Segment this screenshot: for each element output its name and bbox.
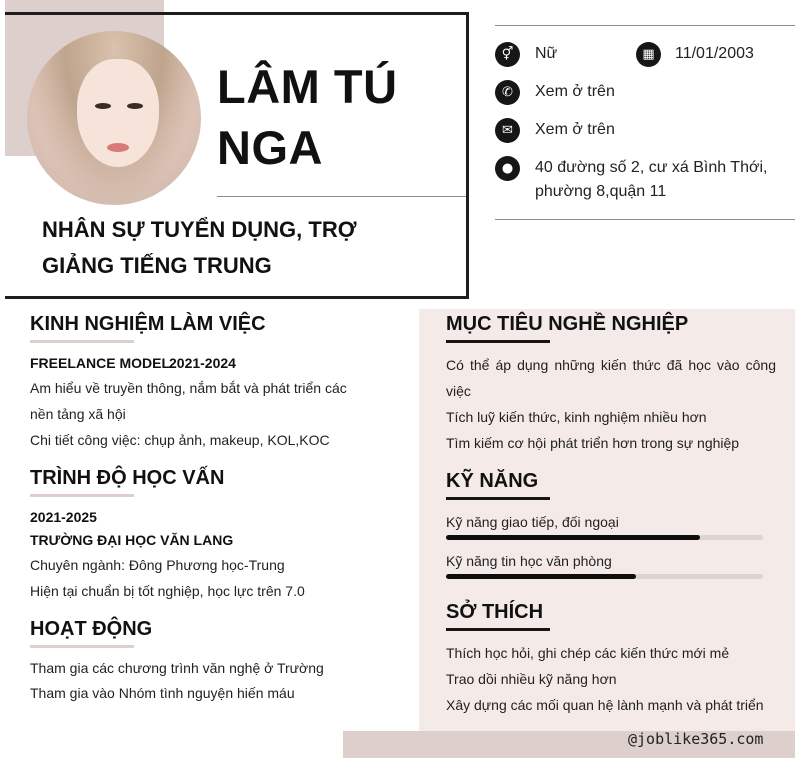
contact-bottom-divider xyxy=(495,219,795,220)
experience-heading: KINH NGHIỆM LÀM VIỆC xyxy=(30,313,266,335)
objective-heading: MỤC TIÊU NGHỀ NGHIỆP xyxy=(446,313,689,335)
education-underline xyxy=(30,494,134,497)
job-title-line-2: GIẢNG TIẾNG TRUNG xyxy=(42,253,272,278)
education-heading: TRÌNH ĐỘ HỌC VẤN xyxy=(30,467,225,489)
education-period: 2021-2025 xyxy=(30,509,97,525)
footer-watermark: @joblike365.com xyxy=(628,730,764,748)
activity-item: Tham gia vào Nhóm tình nguyện hiến máu xyxy=(30,685,295,701)
skill-bar-track xyxy=(446,535,763,540)
avatar xyxy=(27,31,201,205)
skills-underline xyxy=(446,497,550,500)
objective-line-1: Có thể áp dụng những kiến thức đã học vào công xyxy=(446,357,776,373)
skill-bar-fill xyxy=(446,574,636,579)
address-line-1: 40 đường số 2, cư xá Bình Thới, xyxy=(535,159,768,176)
job-title-line-1: NHÂN SỰ TUYỂN DỤNG, TRỢ xyxy=(42,217,357,242)
experience-desc-line-2: nền tảng xã hội xyxy=(30,406,126,422)
experience-underline xyxy=(30,340,134,343)
skill-bar-track xyxy=(446,574,763,579)
education-status: Hiện tại chuẩn bị tốt nghiệp, học lực trên 7.0 xyxy=(30,583,305,599)
phone-icon: ✆ xyxy=(495,80,520,105)
objective-underline xyxy=(446,340,550,343)
hobby-item: Trao dồi nhiều kỹ năng hơn xyxy=(446,671,617,687)
objective-line-2: việc xyxy=(446,383,471,399)
hobby-item: Thích học hỏi, ghi chép các kiến thức mới mẻ xyxy=(446,645,730,661)
gender-value: Nữ xyxy=(535,45,558,62)
candidate-name xyxy=(217,56,457,178)
email-value: Xem ở trên xyxy=(535,121,615,138)
objective-line-3: Tích luỹ kiến thức, kinh nghiệm nhiều hơn xyxy=(446,409,707,425)
experience-role: FREELANCE MODEL xyxy=(30,355,170,371)
experience-desc-line-1: Am hiểu về truyền thông, nắm bắt và phát triển các xyxy=(30,380,347,396)
skill-label: Kỹ năng giao tiếp, đối ngoại xyxy=(446,514,619,530)
activity-item: Tham gia các chương trình văn nghệ ở Trường xyxy=(30,660,324,676)
birthday-value: 11/01/2003 xyxy=(675,45,754,62)
phone-value: Xem ở trên xyxy=(535,83,615,100)
education-major: Chuyên ngành: Đông Phương học-Trung xyxy=(30,557,285,573)
activities-underline xyxy=(30,645,134,648)
skill-bar-fill xyxy=(446,535,700,540)
contact-top-divider xyxy=(495,25,795,26)
skills-heading: KỸ NĂNG xyxy=(446,470,539,492)
name-line-1: LÂM TÚ xyxy=(217,60,398,113)
hobbies-underline xyxy=(446,628,550,631)
hobbies-heading: SỞ THÍCH xyxy=(446,601,544,623)
education-school: TRƯỜNG ĐẠI HỌC VĂN LANG xyxy=(30,532,234,548)
activities-heading: HOẠT ĐỘNG xyxy=(30,618,153,640)
name-divider xyxy=(217,196,466,197)
location-pin-icon: ● xyxy=(495,156,520,181)
skill-label: Kỹ năng tin học văn phòng xyxy=(446,553,612,569)
experience-detail: Chi tiết công việc: chụp ảnh, makeup, KOL,KOC xyxy=(30,432,330,448)
name-line-2: NGA xyxy=(217,121,323,174)
gender-icon: ⚥ xyxy=(495,42,520,67)
mail-icon: ✉ xyxy=(495,118,520,143)
experience-period: 2021-2024 xyxy=(169,355,236,371)
objective-line-4: Tìm kiếm cơ hội phát triển hơn trong sự nghiệp xyxy=(446,435,740,451)
calendar-icon: ▦ xyxy=(636,42,661,67)
hobby-item: Xây dựng các mối quan hệ lành mạnh và phát triển xyxy=(446,697,764,713)
job-title xyxy=(42,212,372,284)
address-line-2: phường 8,quận 11 xyxy=(535,183,667,200)
